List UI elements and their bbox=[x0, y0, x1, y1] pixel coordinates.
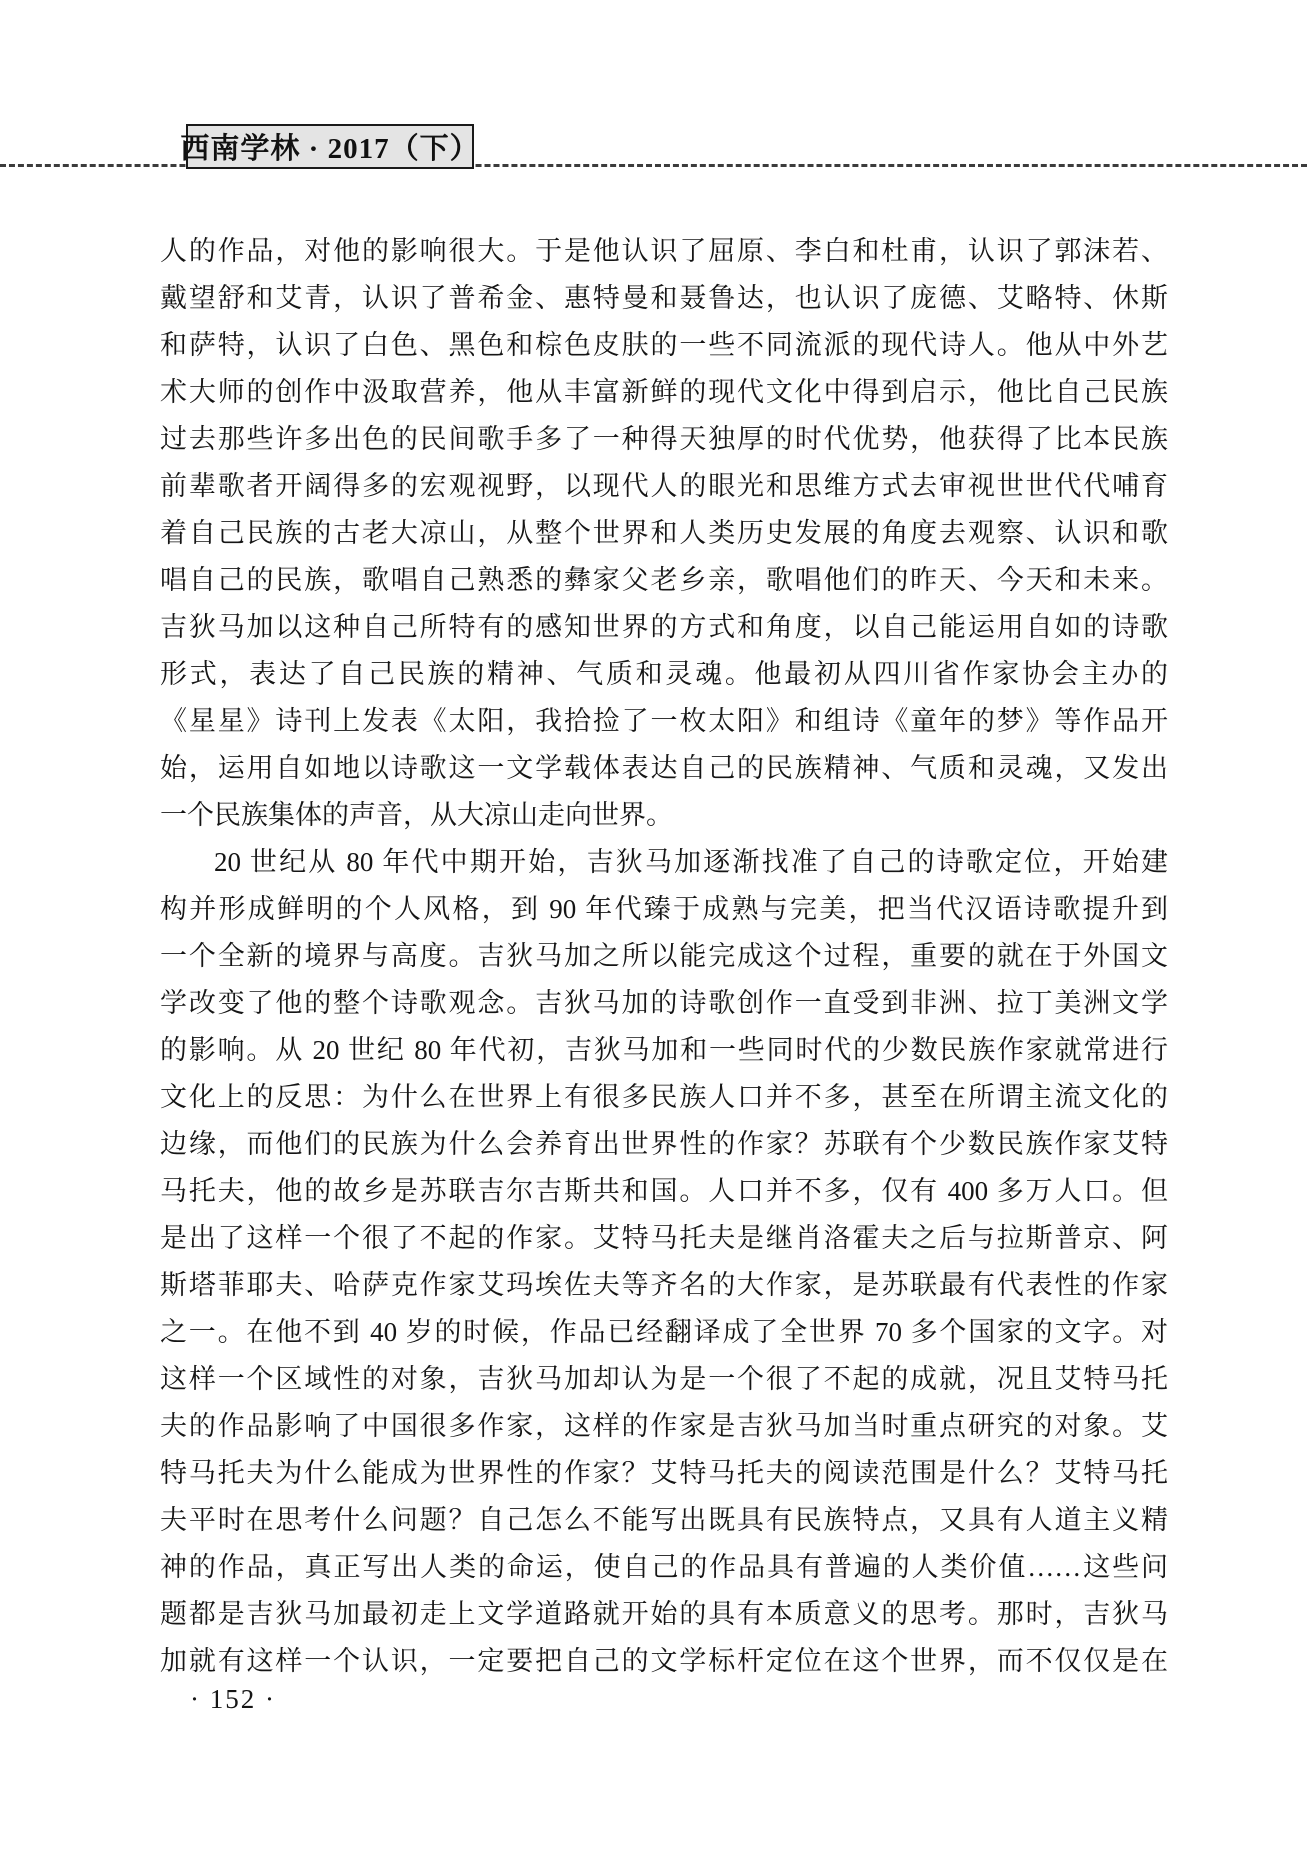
text-line: 《星星》诗刊上发表《太阳，我拾捡了一枚太阳》和组诗《童年的梦》等作品开 bbox=[160, 706, 1168, 736]
text-line: 吉狄马加以这种自己所特有的感知世界的方式和角度，以自己能运用自如的诗歌 bbox=[160, 612, 1168, 642]
text-line: 马托夫，他的故乡是苏联吉尔吉斯共和国。人口并不多，仅有 400 多万人口。但 bbox=[160, 1176, 1168, 1206]
text-line: 这样一个区域性的对象，吉狄马加却认为是一个很了不起的成就，况且艾特马托 bbox=[160, 1364, 1168, 1394]
text-line: 夫的作品影响了中国很多作家，这样的作家是吉狄马加当时重点研究的对象。艾 bbox=[160, 1411, 1168, 1441]
paragraph-2 bbox=[160, 839, 1168, 1685]
text-line: 文化上的反思：为什么在世界上有很多民族人口并不多，甚至在所谓主流文化的 bbox=[160, 1082, 1168, 1112]
text-line: 形式，表达了自己民族的精神、气质和灵魂。他最初从四川省作家协会主办的 bbox=[160, 659, 1168, 689]
text-line: 着自己民族的古老大凉山，从整个世界和人类历史发展的角度去观察、认识和歌 bbox=[160, 518, 1168, 548]
text-line: 斯塔菲耶夫、哈萨克作家艾玛埃佐夫等齐名的大作家，是苏联最有代表性的作家 bbox=[160, 1270, 1168, 1300]
text-line: 边缘，而他们的民族为什么会养育出世界性的作家？苏联有个少数民族作家艾特 bbox=[160, 1129, 1168, 1159]
text-line: 20 世纪从 80 年代中期开始，吉狄马加逐渐找准了自己的诗歌定位，开始建 bbox=[214, 847, 1168, 877]
text-line: 一个全新的境界与高度。吉狄马加之所以能完成这个过程，重要的就在于外国文 bbox=[160, 941, 1168, 971]
text-line: 加就有这样一个认识，一定要把自己的文学标杆定位在这个世界，而不仅仅是在 bbox=[160, 1646, 1168, 1676]
text-line: 唱自己的民族，歌唱自己熟悉的彝家父老乡亲，歌唱他们的昨天、今天和未来。 bbox=[160, 565, 1168, 595]
text-line: 构并形成鲜明的个人风格，到 90 年代臻于成熟与完美，把当代汉语诗歌提升到 bbox=[160, 894, 1168, 924]
text-line: 题都是吉狄马加最初走上文学道路就开始的具有本质意义的思考。那时，吉狄马 bbox=[160, 1599, 1168, 1629]
journal-header-box bbox=[180, 124, 480, 169]
text-line: 过去那些许多出色的民间歌手多了一种得天独厚的时代优势，他获得了比本民族 bbox=[160, 424, 1168, 454]
text-line: 是出了这样一个很了不起的作家。艾特马托夫是继肖洛霍夫之后与拉斯普京、阿 bbox=[160, 1223, 1168, 1253]
text-line: 始，运用自如地以诗歌这一文学载体表达自己的民族精神、气质和灵魂，又发出 bbox=[160, 753, 1168, 783]
text-line: 学改变了他的整个诗歌观念。吉狄马加的诗歌创作一直受到非洲、拉丁美洲文学 bbox=[160, 988, 1168, 1018]
text-line: 术大师的创作中汲取营养，他从丰富新鲜的现代文化中得到启示，他比自己民族 bbox=[160, 377, 1168, 407]
text-line: 夫平时在思考什么问题？自己怎么不能写出既具有民族特点，又具有人道主义精 bbox=[160, 1505, 1168, 1535]
journal-title: 西南学林 · 2017（下） bbox=[180, 133, 480, 165]
paragraph-1 bbox=[160, 228, 1168, 839]
body-text-block bbox=[160, 228, 1168, 1685]
text-line: 人的作品，对他的影响很大。于是他认识了屈原、李白和杜甫，认识了郭沫若、 bbox=[160, 236, 1168, 266]
text-line: 前辈歌者开阔得多的宏观视野，以现代人的眼光和思维方式去审视世世代代哺育 bbox=[160, 471, 1168, 501]
text-line: 戴望舒和艾青，认识了普希金、惠特曼和聂鲁达，也认识了庞德、艾略特、休斯 bbox=[160, 283, 1168, 313]
text-line: 和萨特，认识了白色、黑色和棕色皮肤的一些不同流派的现代诗人。他从中外艺 bbox=[160, 330, 1168, 360]
text-line: 的影响。从 20 世纪 80 年代初，吉狄马加和一些同时代的少数民族作家就常进行 bbox=[160, 1035, 1168, 1065]
page-number: · 152 · bbox=[190, 1684, 276, 1714]
text-line: 特马托夫为什么能成为世界性的作家？艾特马托夫的阅读范围是什么？艾特马托 bbox=[160, 1458, 1168, 1488]
text-line: 一个民族集体的声音，从大凉山走向世界。 bbox=[160, 800, 673, 830]
text-line: 之一。在他不到 40 岁的时候，作品已经翻译成了全世界 70 多个国家的文字。对 bbox=[160, 1317, 1168, 1347]
text-line: 神的作品，真正写出人类的命运，使自己的作品具有普遍的人类价值……这些问 bbox=[160, 1552, 1168, 1582]
